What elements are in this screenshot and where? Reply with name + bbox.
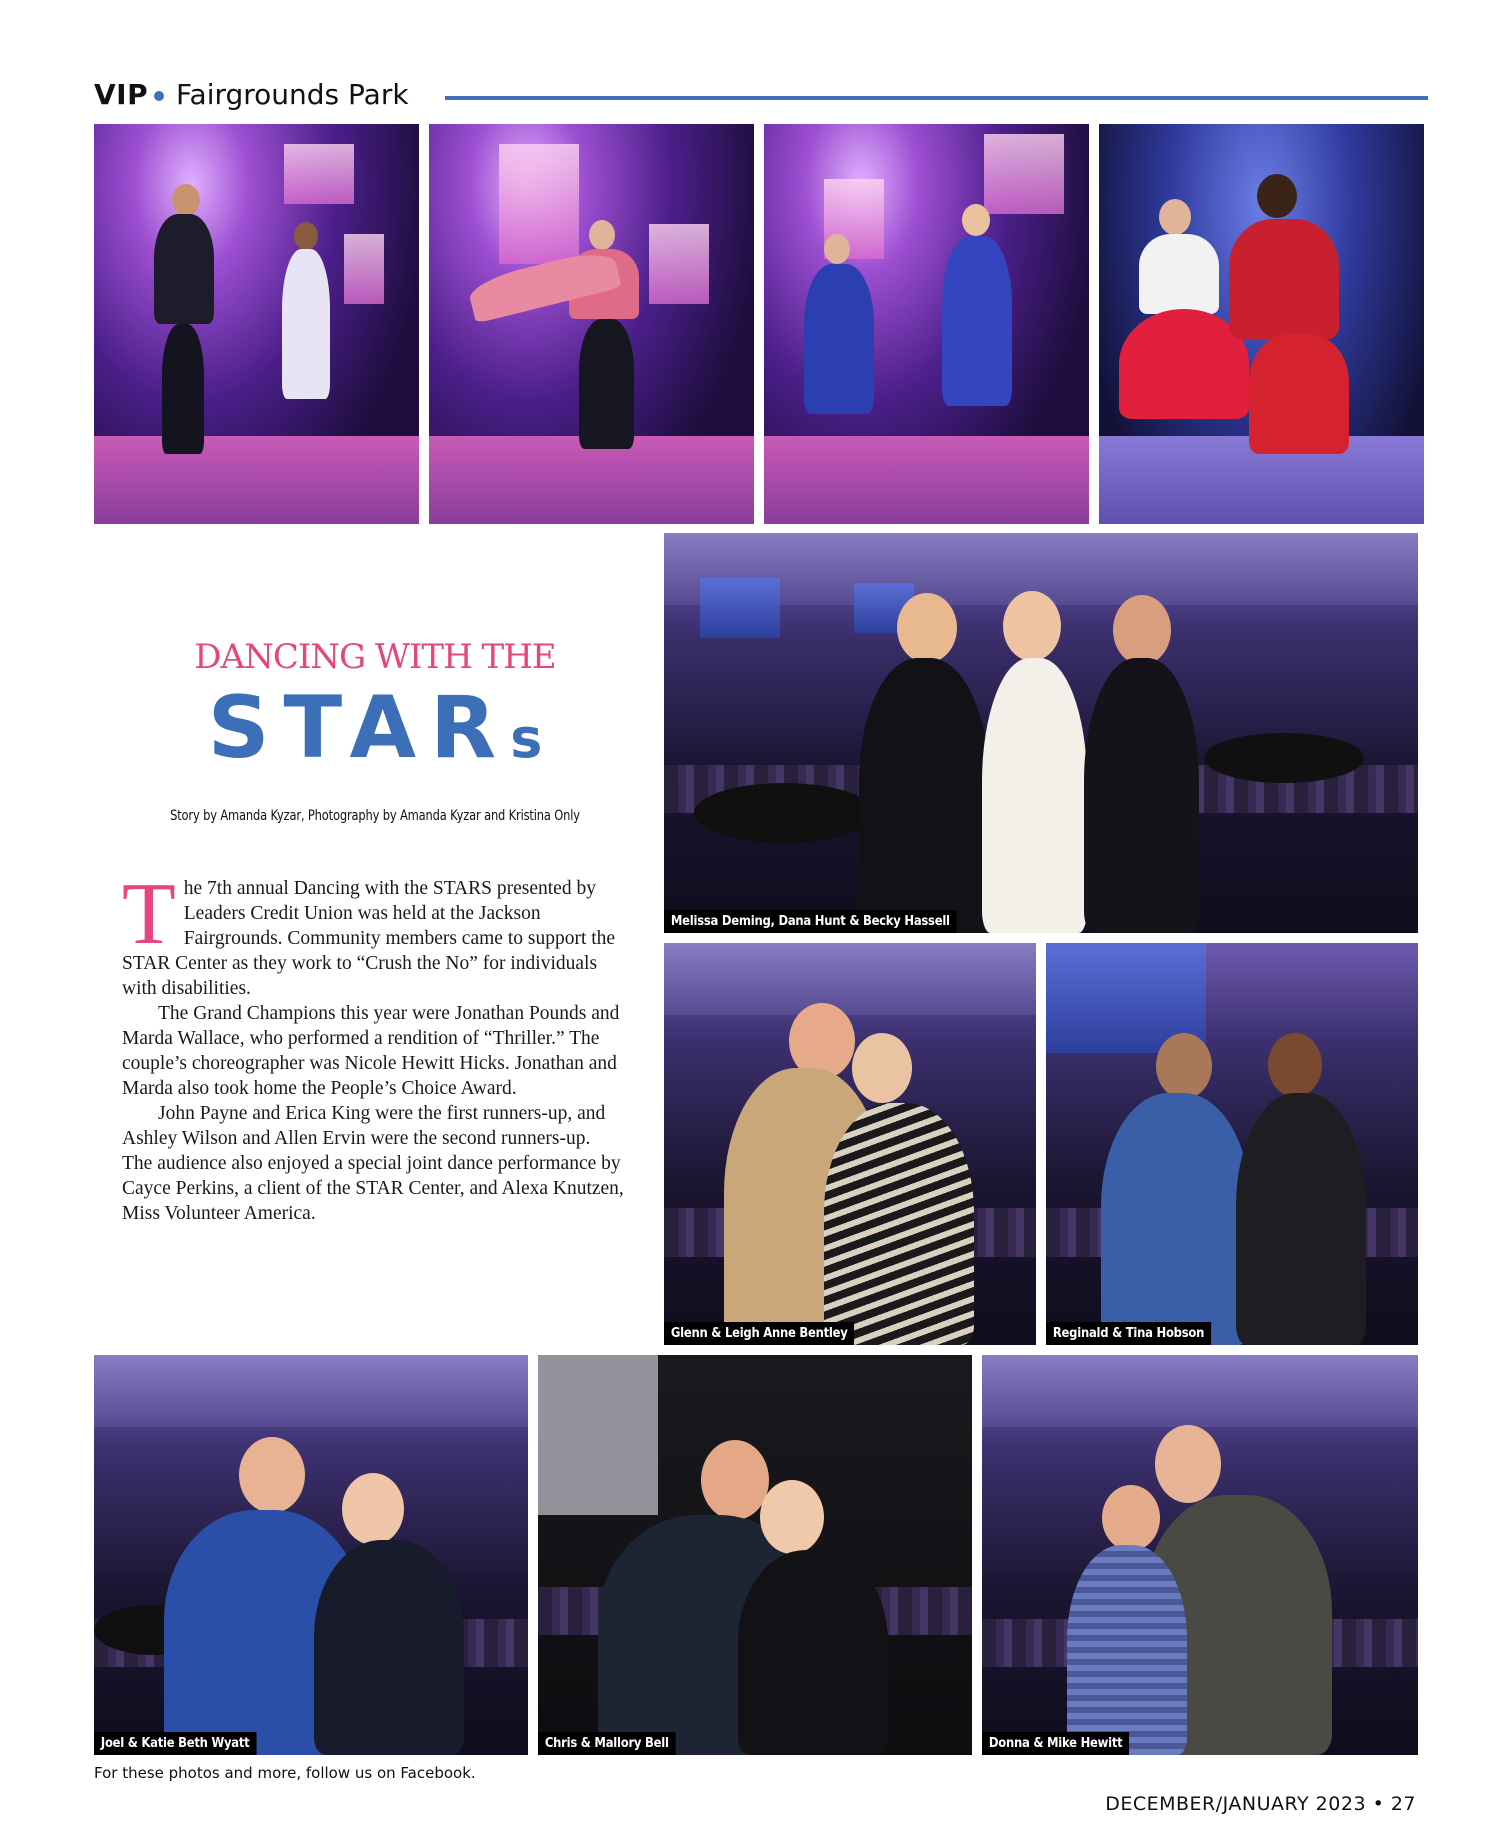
paragraph-1-text: he 7th annual Dancing with the STARS presented by Leaders Credit Union was held at the Jackson Fairgrounds. Community members came to support the STAR Center as they work to “Crush the No” for individuals with disabilities. (122, 878, 616, 999)
facebook-note: For these photos and more, follow us on Facebook. (94, 1764, 476, 1782)
article-title-line2 (140, 678, 610, 778)
article-body (122, 866, 624, 1226)
caption-wyatt: Joel & Katie Beth Wyatt (94, 1732, 256, 1755)
photo-hobson (1046, 943, 1418, 1345)
title-stars: STAR (207, 678, 511, 778)
photo-wyatt (94, 1355, 528, 1755)
stage-photo-3 (764, 124, 1089, 524)
caption-hobson: Reginald & Tina Hobson (1046, 1322, 1211, 1345)
photo-bentley (664, 943, 1036, 1345)
photo-bell (538, 1355, 972, 1755)
header-rule (445, 96, 1428, 100)
byline: Story by Amanda Kyzar, Photography by Amanda Kyzar and Kristina Only (170, 808, 580, 824)
title-stars-suffix: s (510, 707, 543, 770)
page-header (94, 78, 1428, 118)
caption-bentley: Glenn & Leigh Anne Bentley (664, 1322, 854, 1345)
section-title: Fairgrounds Park (176, 78, 409, 111)
paragraph-3: John Payne and Erica King were the first runners-up, and Ashley Wilson and Allen Ervin were the second runners-up. The audience also enjoyed a special joint dance performance by Cayce Perkins, a client of the STAR Center, and Alexa Knutzen, Miss Volunteer America. (122, 1103, 624, 1224)
caption-bell: Chris & Mallory Bell (538, 1732, 676, 1755)
photo-deming-hunt-hassell (664, 533, 1418, 933)
paragraph-1 (122, 866, 624, 1001)
caption-hewitt: Donna & Mike Hewitt (982, 1732, 1129, 1755)
article-title-line1: DANCING WITH THE (194, 637, 556, 677)
page-folio: DECEMBER/JANUARY 2023 • 27 (1105, 1793, 1416, 1815)
stage-photo-1 (94, 124, 419, 524)
bullet-dot (154, 91, 164, 101)
vip-label: VIP (94, 78, 149, 111)
stage-photo-2 (429, 124, 754, 524)
stage-photo-4 (1099, 124, 1424, 524)
photo-hewitt (982, 1355, 1418, 1755)
paragraph-2: The Grand Champions this year were Jonathan Pounds and Marda Wallace, who performed a rendition of “Thriller.” The couple’s choreographer was Nicole Hewitt Hicks. Jonathan and Marda also took home the People’s Choice Award. (122, 1003, 620, 1099)
caption-deming: Melissa Deming, Dana Hunt & Becky Hassell (664, 910, 957, 933)
drop-cap: T (122, 866, 176, 963)
